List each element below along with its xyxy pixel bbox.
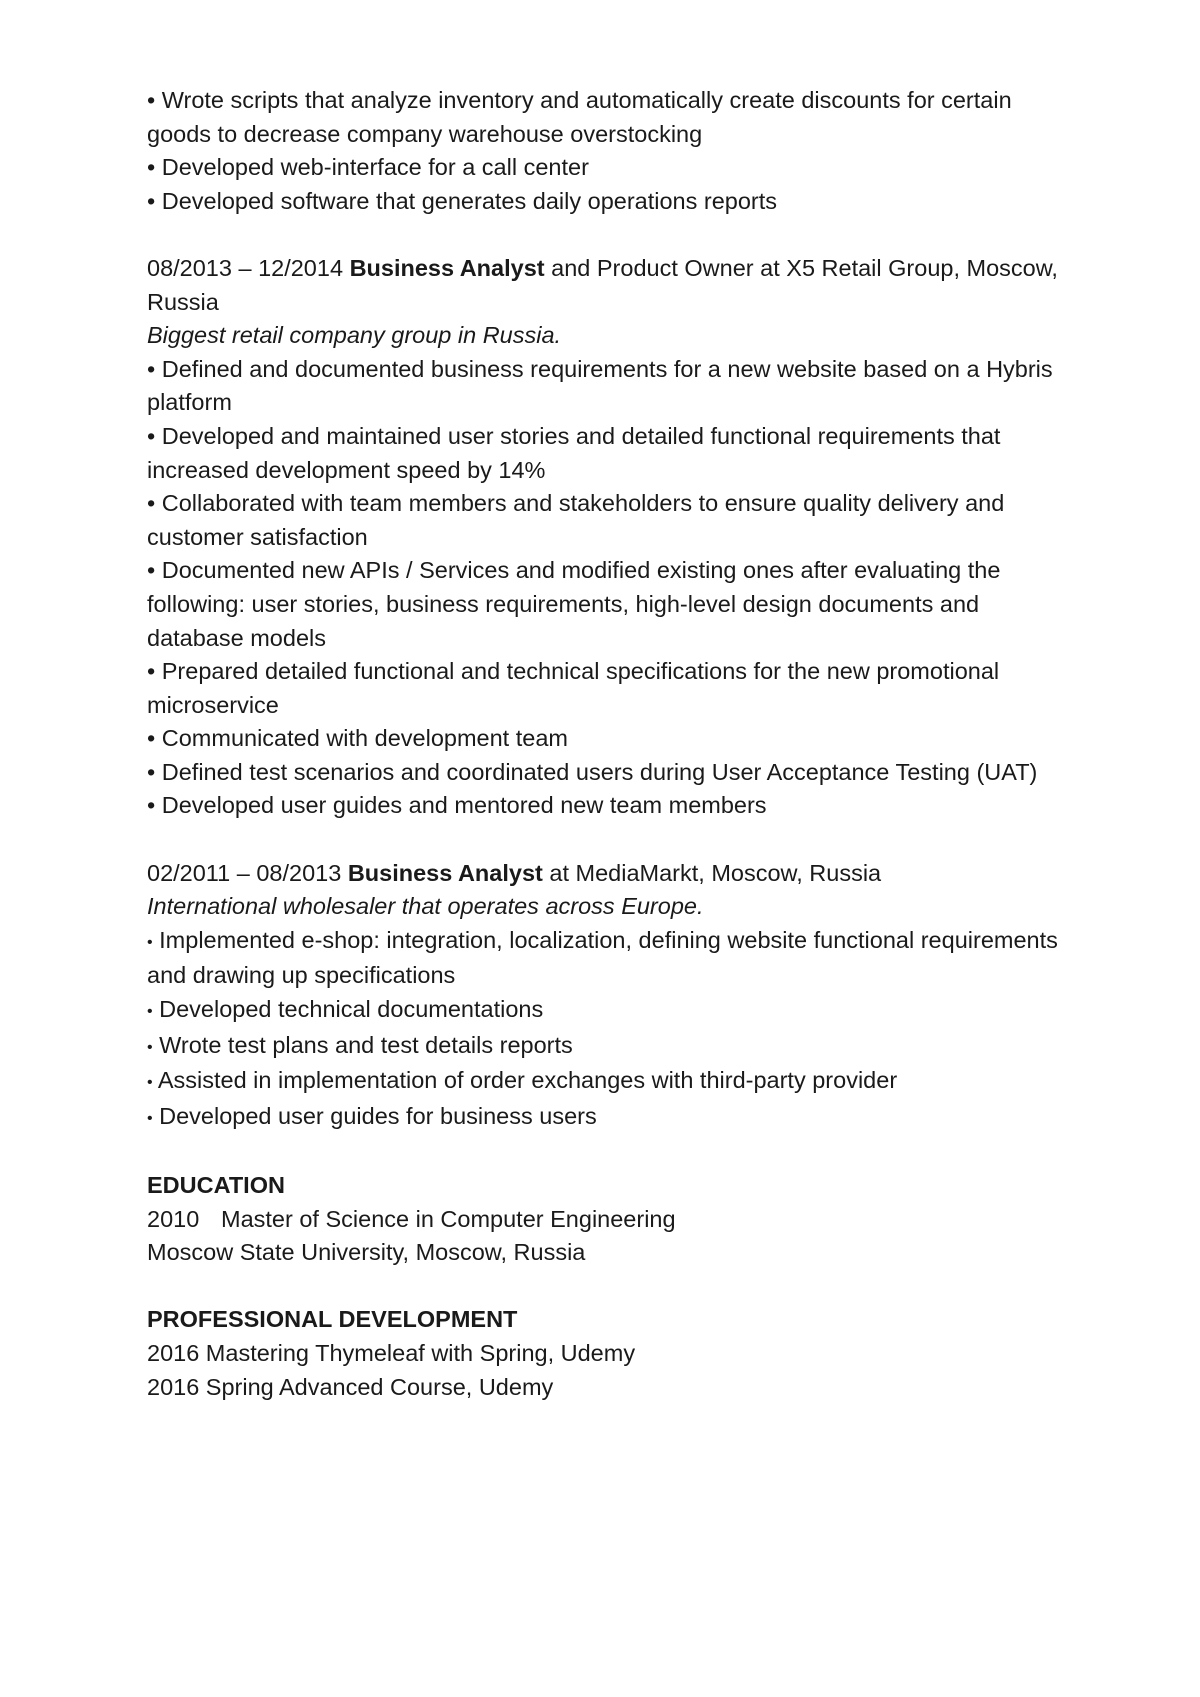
list-item: • Defined test scenarios and coordinated users during User Acceptance Testing (UAT) [147,758,1038,785]
bullet-icon: • [147,1074,153,1092]
job-employer: and Product Owner at X5 Retail Group, Moscow, Russia [147,254,1058,315]
list-item: • Wrote scripts that analyze inventory and automatically create discounts for certain goods to decrease company warehouse overstocking [147,87,1012,147]
section-heading: EDUCATION [147,1172,285,1198]
list-item: • Defined and documented business requirements for a new website based on a Hybris platform [147,355,1053,416]
bullet-icon: • [147,1003,153,1021]
bullet-icon: • [147,933,153,951]
job-header [147,252,1067,319]
education-degree: Master of Science in Computer Engineering [221,1205,676,1232]
company-description: Biggest retail company group in Russia. [147,322,562,349]
job-employer: at MediaMarkt, Moscow, Russia [549,859,882,886]
job-dates: 02/2011 – 08/2013 [147,859,342,886]
job-x5-section [147,252,1067,823]
list-item: • Developed software that generates daily operations reports [147,187,778,214]
professional-development-section [147,1303,1067,1404]
resume-content [147,84,1067,1404]
job-title: Business Analyst [349,254,545,281]
bullet-icon: • [147,1109,153,1127]
list-item: • Developed web-interface for a call center [147,154,589,181]
list-item: • Collaborated with team members and stakeholders to ensure quality delivery and customer satisfaction [147,490,1005,550]
list-item [147,1100,1067,1136]
list-item: 2016 Mastering Thymeleaf with Spring, Udemy [147,1339,636,1366]
section-heading: PROFESSIONAL DEVELOPMENT [147,1306,518,1333]
list-item-text: Developed technical documentations [159,996,544,1023]
job-title: Business Analyst [347,859,543,886]
spacer [147,218,1067,252]
list-item-text: Implemented e-shop: integration, localization, defining website functional requirements and drawing up specifications [147,926,1058,989]
list-item [147,1064,1067,1100]
list-item [147,924,1067,993]
job-mediamarkt-section [147,857,1067,1136]
education-school: Moscow State University, Moscow, Russia [147,1239,586,1266]
list-item [147,993,1067,1029]
education-section [147,1169,1067,1270]
education-degree-line [147,1203,1067,1237]
list-item [147,1029,1067,1065]
previous-job-section [147,84,1067,218]
education-year: 2010 [147,1205,200,1232]
company-description: International wholesaler that operates across Europe. [147,893,704,920]
bullet-icon: • [147,1038,153,1056]
job-header [147,857,1067,891]
job-dates: 08/2013 – 12/2014 [147,254,344,281]
list-item-text: Developed user guides for business users [159,1102,597,1129]
list-item: • Communicated with development team [147,725,568,752]
spacer [147,1135,1067,1169]
spacer [147,823,1067,857]
list-item: • Prepared detailed functional and technical specifications for the new promotional microservice [147,658,1000,718]
list-item-text: Wrote test plans and test details reports [159,1031,573,1058]
list-item: • Developed user guides and mentored new team members [147,792,767,819]
spacer [147,1270,1067,1304]
list-item: • Documented new APIs / Services and modified existing ones after evaluating the following: user stories, business requirements, high-level design documents and database models [147,557,1001,651]
list-item: • Developed and maintained user stories and detailed functional requirements that increased development speed by 14% [147,422,1001,483]
list-item-text: Assisted in implementation of order exchanges with third-party provider [157,1067,898,1094]
list-item: 2016 Spring Advanced Course, Udemy [147,1373,554,1400]
